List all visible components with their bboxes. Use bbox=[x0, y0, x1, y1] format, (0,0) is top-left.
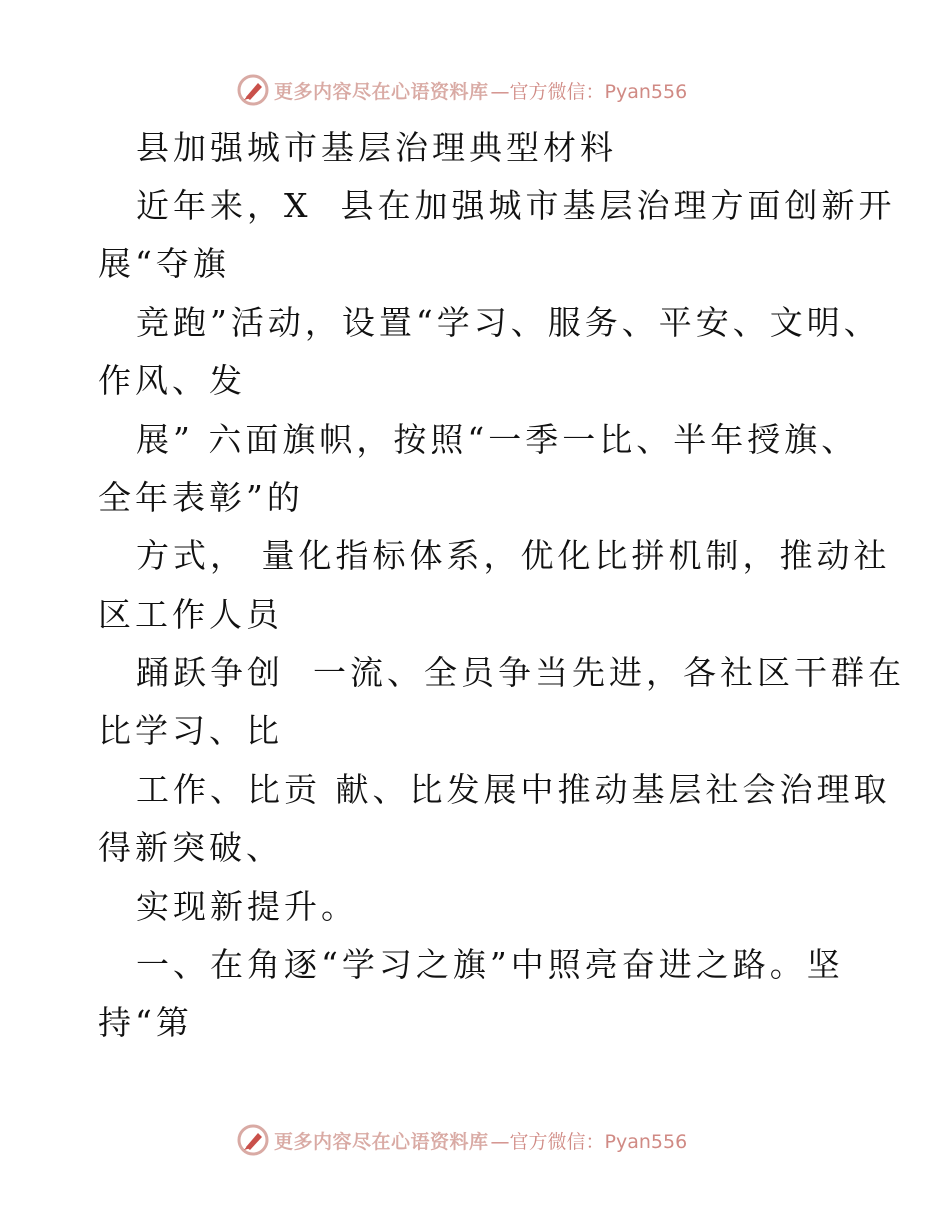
paragraph-line: 工作、比贡 献、比发展中推动基层社会治理取 bbox=[136, 770, 891, 809]
footer-watermark bbox=[236, 1122, 687, 1158]
paragraph-line: 踊跃争创 一流、全员争当先进，各社区干群在 bbox=[136, 653, 905, 692]
paragraph-line: 比学习、比 bbox=[98, 711, 283, 750]
paragraph-line: 实现新提升。 bbox=[136, 887, 358, 926]
header-watermark bbox=[236, 72, 687, 108]
paragraph-line: 作风、发 bbox=[98, 361, 246, 400]
watermark-slogan: 更多内容尽在心语资料库 bbox=[274, 1130, 489, 1153]
paragraph-line: 持“第 bbox=[98, 1003, 193, 1042]
watermark-slogan: 更多内容尽在心语资料库 bbox=[274, 80, 489, 103]
document-title: 县加强城市基层治理典型材料 bbox=[136, 128, 617, 167]
pen-nib-circle-icon bbox=[236, 73, 270, 107]
paragraph-line: 得新突破、 bbox=[98, 828, 283, 867]
paragraph-line: 全年表彰”的 bbox=[98, 478, 304, 517]
paragraph-line: 展” 六面旗帜，按照“一季一比、半年授旗、 bbox=[136, 420, 859, 459]
paragraph-line: 近年来，X 县在加强城市基层治理方面创新开 bbox=[136, 186, 896, 225]
watermark-contact: —官方微信：Pyan556 bbox=[490, 80, 688, 103]
paragraph-line: 方式， 量化指标体系，优化比拼机制，推动社 bbox=[136, 536, 891, 575]
paragraph-line: 竞跑”活动，设置“学习、服务、平安、文明、 bbox=[136, 303, 881, 342]
paragraph-line: 区工作人员 bbox=[98, 595, 283, 634]
watermark-contact: —官方微信：Pyan556 bbox=[490, 1130, 688, 1153]
pen-nib-circle-icon bbox=[236, 1123, 270, 1157]
paragraph-line: 展“夺旗 bbox=[98, 244, 230, 283]
section-heading-line: 一、在角逐“学习之旗”中照亮奋进之路。坚 bbox=[136, 945, 844, 984]
